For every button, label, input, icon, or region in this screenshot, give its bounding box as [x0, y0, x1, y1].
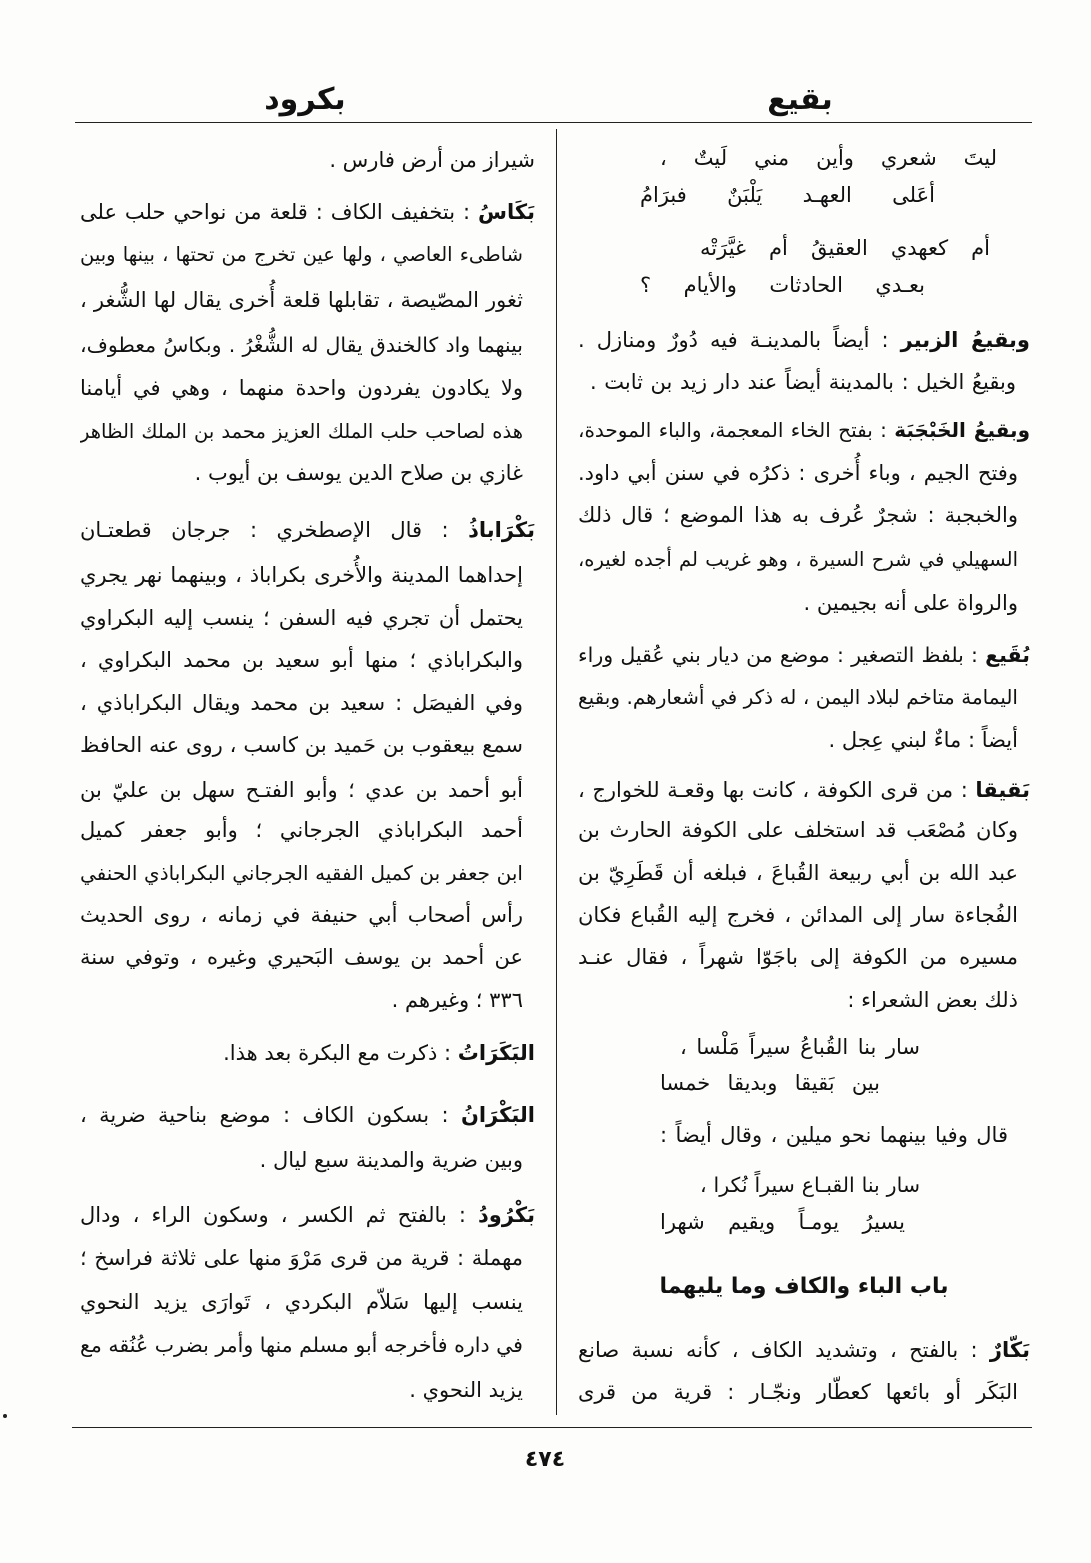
entry-line: أيضاً : ماءٌ لبني عِجل .: [828, 728, 1018, 752]
entry-line: ابن جعفر بن كميل الفقيه الجرجاني البكراباذي الحنفي: [80, 861, 523, 885]
line-text: : بسكون الكاف : موضع بناحية ضرية ،: [80, 1103, 449, 1127]
line-text: : ذكرت مع البكرة بعد هذا.: [223, 1041, 452, 1065]
entry-line: عبد الله بن أبي ربيعة القُباعَ ، فبلغه أن قَطَرِيّ بن: [578, 861, 1018, 885]
entry-line: [578, 634, 1030, 676]
entry-line: ولا يكادون يفردون واحدة منهما ، وهي في أيامنا: [80, 376, 523, 400]
headword: وبقيعُ الخَبْجَبَة: [894, 418, 1030, 442]
entry-line: [80, 509, 535, 551]
verse-hemistich: سار بنا القُباعُ سيراً مَلْسا ،: [680, 1035, 920, 1059]
verse-hemistich: سار بنا القبـاع سيراً نُكرا ،: [700, 1173, 920, 1197]
headword: بَكّارٌ: [989, 1338, 1030, 1362]
entry-line: [578, 1329, 1030, 1371]
column-divider: [556, 129, 557, 1415]
running-head-right: بقيع: [767, 82, 833, 117]
headword: بُقَيع: [985, 643, 1030, 667]
entry-line: أبو أحمد بن عدي ؛ وأبو الفتـح سهل بن عليّ بن: [80, 778, 523, 802]
entry-line: ٣٣٦ ؛ وغيرهم .: [391, 988, 523, 1012]
headword: بَكَاسُ: [478, 200, 535, 224]
left-column: [80, 0, 535, 1563]
entry-line: وفي الفيصَل : سعيد بن محمد ويقال البكراباذي ،: [80, 691, 523, 715]
verse-hemistich: أم كعهدي العقيقُ أم غيَّرَتْه: [700, 236, 990, 260]
entry-line: [80, 1094, 535, 1136]
running-head-left: بكرود: [264, 82, 346, 117]
entry-line: هذه لصاحب حلب الملك العزيز محمد بن الملك الظاهر: [80, 420, 523, 443]
entry-line: بينهما واد كالخندق يقال له الشُّغْرُ . وبكاسُ معطوف،: [80, 333, 523, 357]
verse-hemistich: يسيرُ يومـاً ويقيم شهرا: [660, 1210, 905, 1234]
entry-line: أحمد البكراباذي الجرجاني ؛ وأبو جعفر كميل: [80, 818, 523, 842]
entry-line: رأس أصحاب أبي حنيفة في زمانه ، روى الحديث: [80, 903, 523, 927]
headword: البَكَرَاتُ: [457, 1041, 535, 1065]
entry-line: [578, 769, 1030, 811]
line-text: : بالفتح ثم الكسر ، وسكون الراء ، ودال: [80, 1203, 466, 1227]
headword: البَكْرَانُ: [460, 1103, 535, 1127]
entry-line: وبين ضرية والمدينة سبع ليال .: [259, 1148, 523, 1172]
entry-line: يزيد النحوي .: [409, 1378, 523, 1402]
entry-line: ينسب إليها سَلاّم البكردي ، تَوارَى يزيد النحوي: [80, 1290, 523, 1314]
verse-hemistich: بعـدي الحادثات والأيام ؟: [640, 273, 925, 297]
entry-line: شيراز من أرض فارس .: [329, 148, 535, 172]
entry-line: سمع بيعقوب بن حَميد بن كاسب ، روى عنه الحافظ: [80, 733, 523, 757]
entry-line: [80, 1194, 535, 1236]
entry-line: والخبجبة : شجرٌ عُرف به هذا الموضع ؛ قال ذلك: [578, 503, 1018, 527]
line-text: : بلفظ التصغير : موضع من ديار بني عُقيل وراء: [578, 643, 978, 667]
section-heading: باب الباء والكاف وما يليهما: [659, 1274, 949, 1299]
line-text: : بفتح الخاء المعجمة، والباء الموحدة،: [578, 418, 887, 442]
entry-line: غازي بن صلاح الدين يوسف بن أيوب .: [194, 461, 523, 485]
line-text: : من قرى الكوفة ، كانت بها وقعـة للخوارج ،: [578, 778, 968, 802]
headword: بَكْرُودُ: [478, 1203, 535, 1227]
entry-line: وبقيعُ الخيل : بالمدينة أيضاً عند دار زيد بن ثابت .: [590, 370, 1016, 394]
page-number: ٤٧٤: [524, 1447, 566, 1472]
entry-line: مهملة : قرية من قرى مَرْوَ منها على ثلاثة فراسخ ؛: [80, 1246, 523, 1270]
entry-line: السهيلي في شرح السيرة ، وهو غريب لم أجده لغيره،: [578, 548, 1018, 571]
entry-line: ذلك بعض الشعراء :: [847, 988, 1018, 1012]
entry-line: عن أحمد بن يوسف البَحيري وغيره ، وتوفي سنة: [80, 945, 523, 969]
line-text: : قال الإصطخري : جرجان قطعتـان: [80, 518, 449, 542]
entry-line: [80, 191, 535, 233]
verse-hemistich: أعَلى العهـد يَلْبَنٌ فبرَامُ: [640, 183, 935, 207]
entry-line: وفتح الجيم ، وباء أُخرى : ذكرُه في سنن أبي داود.: [578, 461, 1018, 485]
line-text: : بالفتح ، وتشديد الكاف ، كأنه نسبة صانع: [578, 1338, 978, 1362]
headword: بَقيقا: [975, 778, 1030, 802]
entry-line: الفُجاءة سار إلى المدائن ، فخرج إليه القُباع فكان: [578, 903, 1018, 927]
entry-line: مسيره من الكوفة إلى باجَوّا شهراً ، فقال عنـد: [578, 945, 1018, 969]
entry-line: [80, 1032, 535, 1074]
entry-line: اليمامة متاخم لبلاد اليمن ، له ذكر في أشعارهم. وبقيع: [578, 685, 1018, 709]
line-text: : بتخفيف الكاف : قلعة من نواحي حلب على: [80, 200, 471, 224]
entry-line: البَكَر أو بائعها كعطّار ونجّـار : قرية من قرى: [578, 1380, 1018, 1404]
entry-line: [578, 319, 1030, 361]
right-column: [578, 0, 1030, 1563]
entry-line: في داره فأخرجه أبو مسلم منها وأمر بضرب عُنُقه مع: [80, 1333, 523, 1357]
ink-speck: [3, 1414, 7, 1418]
entry-line: [578, 409, 1030, 451]
headword: بَكْرَاباذُ: [468, 518, 535, 542]
entry-line: قال وفيا بينهما نحو ميلين ، وقال أيضاً :: [660, 1123, 1008, 1147]
entry-line: والبكراباذي ؛ منها أبو سعيد بن محمد البكراوي ،: [80, 648, 523, 672]
line-text: : أيضاً بالمدينـة فيه دُورٌ ومنازل .: [578, 328, 889, 352]
entry-line: والرواة على أنه بجيمين .: [803, 591, 1018, 615]
entry-line: يحتمل أن تجري فيه السفن ؛ ينسب إليه البكراوي: [80, 606, 523, 630]
entry-line: إحداهما المدينة والأُخرى بكراباذ ، وبينهما نهر يجري: [80, 563, 523, 587]
verse-hemistich: ليتَ شعري وأين مني لَيتٌ ،: [660, 146, 997, 170]
headword: وبقيعُ الزبير: [900, 328, 1030, 352]
entry-line: وكان مُصْعَب قد استخلف على الكوفة الحارث بن: [578, 818, 1018, 842]
entry-line: شاطىء العاصي ، ولها عين تخرج من تحتها ، بينها وبين: [80, 243, 523, 266]
verse-hemistich: بين بَقيقا وبديقا خمسا: [660, 1071, 880, 1095]
entry-line: ثغور المصّيصة ، تقابلها قلعة أُخرى يقال لها الشُّغر ،: [80, 288, 523, 312]
